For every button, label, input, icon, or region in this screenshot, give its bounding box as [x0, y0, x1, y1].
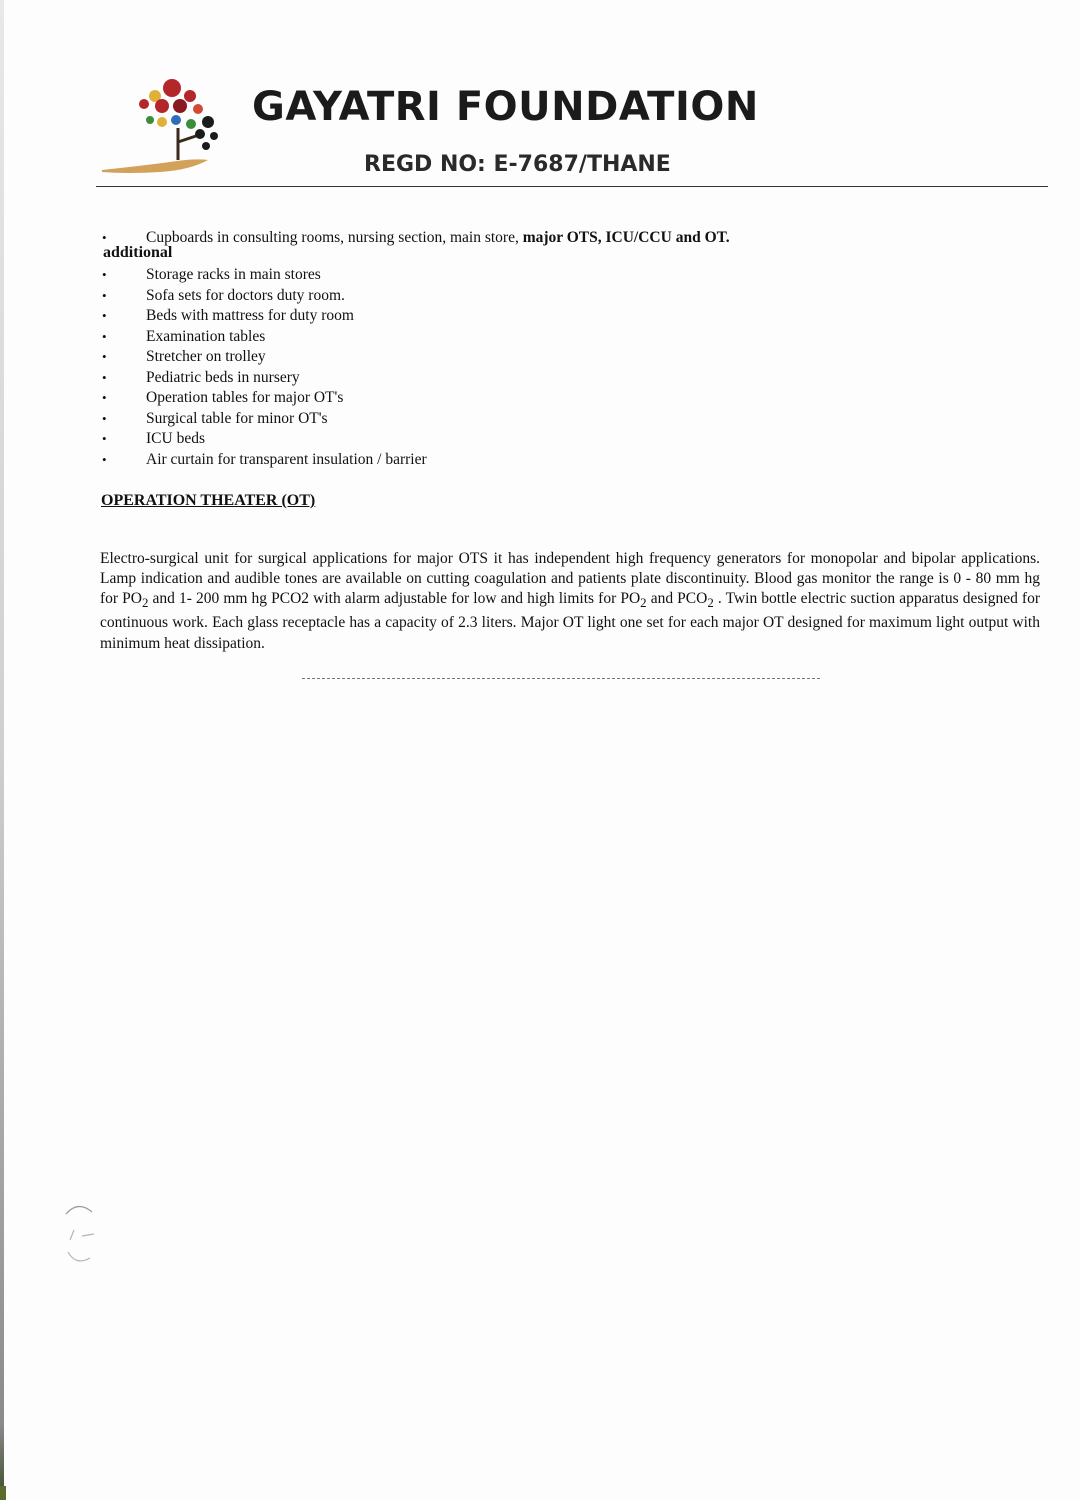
header-divider: [96, 186, 1048, 187]
paragraph-text: and 1- 200 mm hg PCO2 with alarm adjustable for low and high limits for PO: [148, 590, 641, 608]
section-title: OPERATION THEATER (OT): [101, 492, 316, 509]
subscript: 2: [707, 595, 714, 611]
list-item: • Stretcher on trolley: [100, 347, 427, 368]
list-item: • Examination tables: [100, 327, 427, 348]
list-item: • Beds with mattress for duty room: [100, 306, 427, 327]
list-item: • Operation tables for major OT's: [100, 388, 427, 409]
additional-label: additional: [103, 244, 173, 261]
list-item: • Pediatric beds in nursery: [100, 368, 427, 389]
list-item-bold-text: major OTS, ICU/CCU and OT.: [518, 229, 730, 246]
organization-name: GAYATRI FOUNDATION: [252, 84, 759, 130]
list-item: • ICU beds: [100, 429, 427, 450]
list-item: [100, 226, 730, 250]
list-item: • Sofa sets for doctors duty room.: [100, 286, 427, 307]
furniture-list-primary: [100, 226, 730, 250]
list-item-text: Cupboards in consulting rooms, nursing section, main store,: [146, 229, 519, 246]
furniture-list-additional: [100, 265, 427, 470]
section-paragraph: [100, 549, 1040, 655]
list-item: • Air curtain for transparent insulation / barrier: [100, 450, 427, 471]
list-item: • Surgical table for minor OT's: [100, 409, 427, 430]
registration-number: REGD NO: E-7687/THANE: [364, 152, 671, 177]
paragraph-text: and PCO: [646, 590, 708, 608]
scan-edge: [0, 0, 4, 1500]
tree-hand-logo-icon: [100, 76, 230, 180]
list-item: • Storage racks in main stores: [100, 265, 427, 286]
subscript: 2: [141, 595, 149, 611]
paragraph-text: . Twin bottle electric suction apparatus designed for continuous work. Each glass receptacle has a capacity of 2.3 liters. Major OT light one set for each major OT designed for maximum light output with minimum heat dissipation.: [100, 590, 1040, 652]
paragraph-text: Electro-surgical unit for surgical applications for major OTS it has independent high frequency generators for monopolar and bipolar applications. Lamp indication and audible tones are available on cutting coagulation and patients plate discontinuity. Blood gas monitor the range is 0 - 80 mm hg for PO: [100, 549, 1040, 608]
scan-corner-mark: [0, 1486, 6, 1500]
punch-hole-mark: [60, 1200, 100, 1270]
dashed-divider: [302, 678, 820, 679]
subscript: 2: [640, 595, 647, 611]
